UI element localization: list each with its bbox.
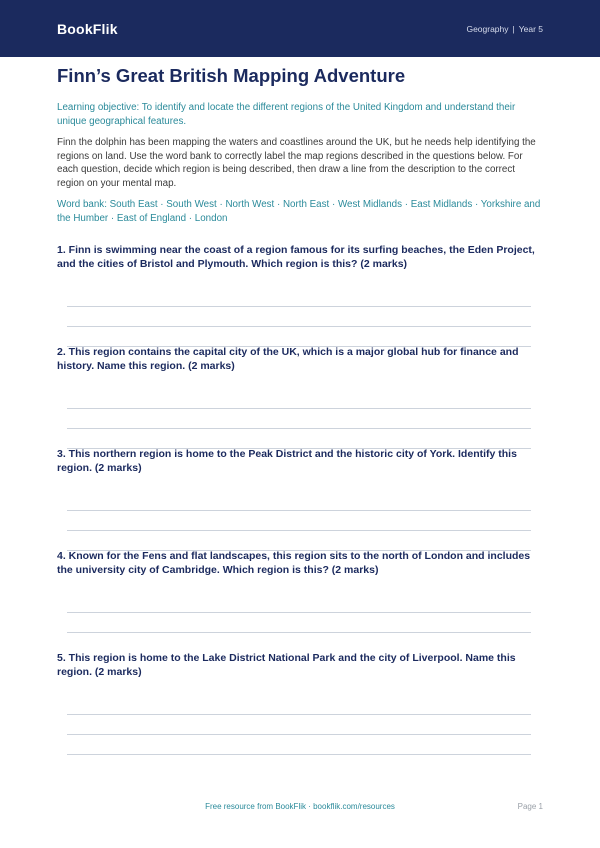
footer-credit-link[interactable]: Free resource from BookFlik · bookflik.com/resources [205,802,395,811]
answer-line[interactable] [67,428,531,429]
question-1 [57,243,543,271]
year-label: Year 5 [518,23,543,34]
question-4 [57,549,543,577]
question-5 [57,651,543,679]
worksheet-title: Finn’s Great British Mapping Adventure [57,65,406,86]
answer-line[interactable] [67,714,531,715]
meta-separator: | [512,23,515,34]
answer-line[interactable] [67,326,531,327]
answer-line[interactable] [67,612,531,613]
worksheet-intro [57,65,543,225]
question-text: 2. This region contains the capital city of the UK, which is a major global hub for finance and history. Name this region. (2 marks) [57,346,519,372]
subject-year [466,24,543,34]
question-text: 5. This region is home to the Lake District National Park and the city of Liverpool. Name this region. (2 marks) [57,652,516,678]
answer-line[interactable] [67,408,531,409]
question-text: 1. Finn is swimming near the coast of a region famous for its surfing beaches, the Eden Project, and the cities of Bristol and Plymouth. Which region is this? (2 marks) [57,244,535,270]
answer-line[interactable] [67,510,531,511]
learning-objective: Learning objective: To identify and locate the different regions of the United Kingdom and understand their unique geographical features. [57,102,516,127]
brand-logo: BookFlik [57,20,118,37]
question-text: 4. Known for the Fens and flat landscapes, this region sits to the north of London and includes the university city of Cambridge. Which region is this? (2 marks) [57,550,531,576]
answer-line[interactable] [67,734,531,735]
word-bank: Word bank: South East · South West · North West · North East · West Midlands · East Midlands · Yorkshire and the Humber · East of England · London [57,199,541,224]
question-text: 3. This northern region is home to the Peak District and the historic city of York. Identify this region. (2 marks) [57,448,517,474]
subject-label: Geography [466,23,509,34]
intro-paragraph: Finn the dolphin has been mapping the waters and coastlines around the UK, but he needs help identifying the regions on land. Use the word bank to correctly label the map regions described in the questions below. For each question, decide which region is being described, then draw a line from the description to the correct region on your mental map. [57,137,536,189]
question-2 [57,345,543,373]
page-header [0,0,600,57]
answer-line[interactable] [67,754,531,755]
answer-line[interactable] [67,530,531,531]
page-number: Page 1 [517,802,543,811]
question-3 [57,447,543,475]
answer-line[interactable] [67,632,531,633]
answer-line[interactable] [67,306,531,307]
